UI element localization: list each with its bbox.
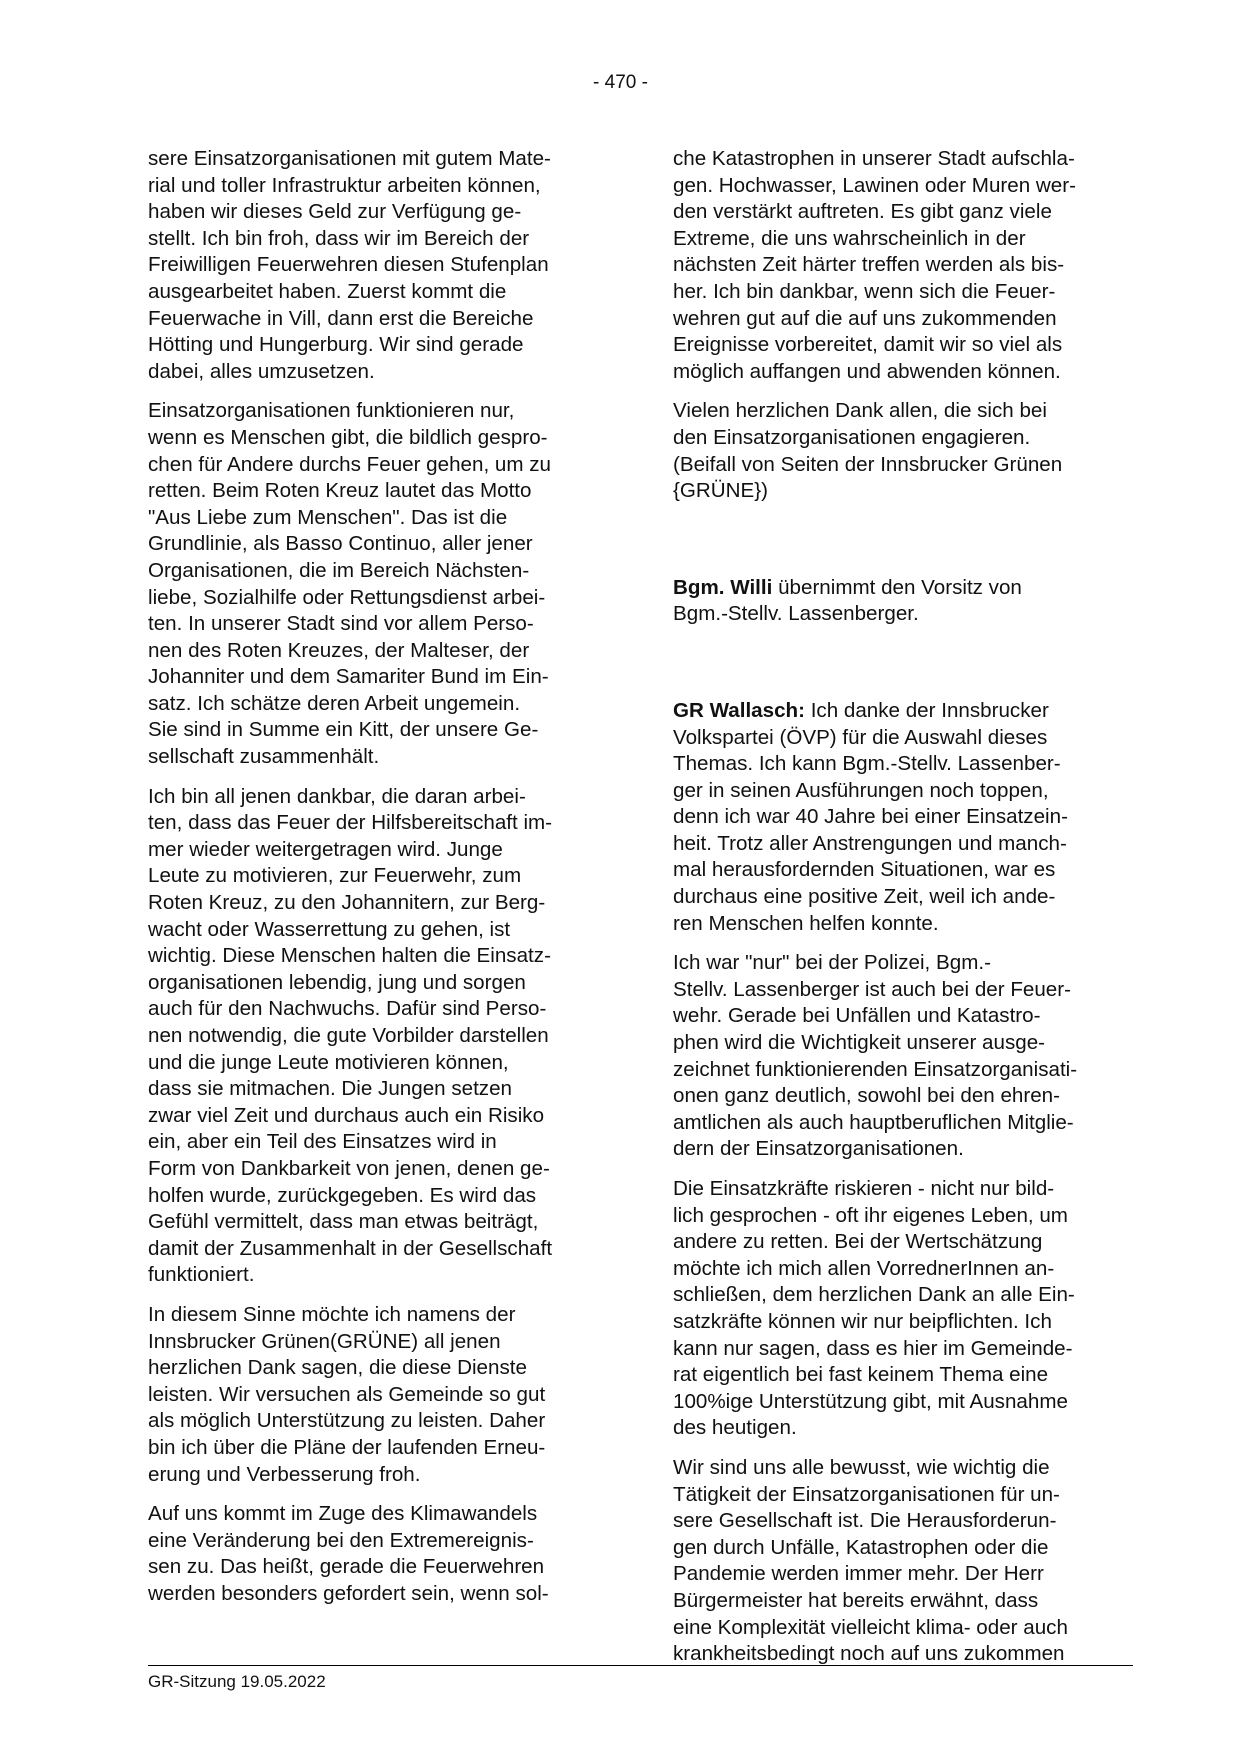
text-line: andere zu retten. Bei der Wertschätzung bbox=[673, 1230, 1043, 1254]
text-line: den verstärkt auftreten. Es gibt ganz viele bbox=[673, 200, 1052, 224]
text-line: Volkspartei (ÖVP) für die Auswahl dieses bbox=[673, 725, 1048, 749]
text-line: Bürgermeister hat bereits erwähnt, dass bbox=[673, 1588, 1039, 1612]
text-line: sellschaft zusammenhält. bbox=[148, 745, 380, 769]
text-line: "Aus Liebe zum Menschen". Das ist die bbox=[148, 505, 508, 529]
text-line: eine Veränderung bei den Extremereignis- bbox=[148, 1528, 534, 1552]
text-line: Wir sind uns alle bewusst, wie wichtig die bbox=[673, 1455, 1050, 1479]
text-line: gen durch Unfälle, Katastrophen oder die bbox=[673, 1535, 1049, 1559]
text-line: dabei, alles umzusetzen. bbox=[148, 359, 375, 383]
text-line: Die Einsatzkräfte riskieren - nicht nur bild- bbox=[673, 1177, 1055, 1200]
text-line: Ich bin all jenen dankbar, die daran arbei- bbox=[148, 784, 526, 808]
text-line: her. Ich bin dankbar, wenn sich die Feuer- bbox=[673, 279, 1056, 303]
text-line: Ereignisse vorbereitet, damit wir so viel als bbox=[673, 333, 1063, 357]
text-line: denn ich war 40 Jahre bei einer Einsatzein- bbox=[673, 805, 1068, 829]
text-line: möglich auffangen und abwenden können. bbox=[673, 359, 1061, 383]
text-line: sen zu. Das heißt, gerade die Feuerwehren bbox=[148, 1555, 545, 1579]
text-line: ten. In unserer Stadt sind vor allem Perso- bbox=[148, 612, 534, 636]
text-line: ger in seinen Ausführungen noch toppen, bbox=[673, 778, 1049, 802]
paragraph bbox=[148, 1302, 604, 1488]
text-line: liebe, Sozialhilfe oder Rettungsdienst arbei- bbox=[148, 585, 546, 609]
text-line: Sie sind in Summe ein Kitt, der unsere Ge- bbox=[148, 718, 539, 742]
text-line: Innsbrucker Grünen(GRÜNE) all jenen bbox=[148, 1329, 501, 1353]
text-line: des heutigen. bbox=[673, 1416, 797, 1440]
text-line: herzlichen Dank sagen, die diese Dienste bbox=[148, 1356, 527, 1380]
text-line: wehren gut auf die auf uns zukommenden bbox=[673, 306, 1057, 330]
text-line: eine Komplexität vielleicht klima- oder auch bbox=[673, 1615, 1068, 1639]
footer-divider bbox=[148, 1665, 1133, 1666]
text-line: stellt. Ich bin froh, dass wir im Bereich der bbox=[148, 226, 530, 250]
text-line: dass sie mitmachen. Die Jungen setzen bbox=[148, 1077, 513, 1101]
speaker-name: GR Wallasch: bbox=[673, 698, 805, 722]
speaker-name: Bgm. Willi bbox=[673, 575, 773, 599]
text-line: Bgm.-Stellv. Lassenberger. bbox=[673, 602, 919, 626]
text-line: satzkräfte können wir nur beipflichten. Ich bbox=[673, 1309, 1052, 1333]
paragraph bbox=[673, 146, 1133, 385]
text-line: Roten Kreuz, zu den Johannitern, zur Berg- bbox=[148, 891, 546, 915]
text-line: (Beifall von Seiten der Innsbrucker Grünen bbox=[673, 452, 1063, 476]
text-line: rat eigentlich bei fast keinem Thema eine bbox=[673, 1363, 1049, 1387]
text-line: Extreme, die uns wahrscheinlich in der bbox=[673, 226, 1026, 250]
text-line: nächsten Zeit härter treffen werden als bis- bbox=[673, 253, 1065, 277]
text-line: {GRÜNE}) bbox=[673, 479, 768, 503]
text-line: mer wieder weitergetragen wird. Junge bbox=[148, 837, 503, 861]
text-line: wacht oder Wasserrettung zu gehen, ist bbox=[148, 917, 511, 941]
paragraph bbox=[673, 1176, 1133, 1442]
text-run: übernimmt den Vorsitz von bbox=[772, 575, 1022, 599]
text-line: durchaus eine positive Zeit, weil ich ande- bbox=[673, 885, 1056, 909]
text-line: Feuerwache in Vill, dann erst die Bereiche bbox=[148, 306, 534, 330]
text-line: bin ich über die Pläne der laufenden Erneu- bbox=[148, 1435, 546, 1459]
text-line: ren Menschen helfen konnte. bbox=[673, 911, 939, 935]
text-line: wehr. Gerade bei Unfällen und Katastro- bbox=[673, 1004, 1041, 1028]
paragraph bbox=[673, 1455, 1133, 1668]
text-line: Form von Dankbarkeit von jenen, denen ge- bbox=[148, 1156, 550, 1180]
text-line: haben wir dieses Geld zur Verfügung ge- bbox=[148, 200, 522, 224]
text-line: Organisationen, die im Bereich Nächsten- bbox=[148, 558, 530, 582]
paragraph bbox=[148, 146, 604, 385]
text-line: ten, dass das Feuer der Hilfsbereitschaft im- bbox=[148, 811, 553, 835]
text-line: Grundlinie, als Basso Continuo, aller jener bbox=[148, 532, 533, 556]
text-line: möchte ich mich allen VorrednerInnen an- bbox=[673, 1256, 1055, 1280]
text-line: funktioniert. bbox=[148, 1263, 255, 1287]
text-line: Tätigkeit der Einsatzorganisationen für un- bbox=[673, 1482, 1060, 1506]
text-line: Einsatzorganisationen funktionieren nur, bbox=[148, 399, 515, 423]
text-line: erung und Verbesserung froh. bbox=[148, 1462, 421, 1486]
paragraph bbox=[148, 784, 604, 1289]
text-line: sere Gesellschaft ist. Die Herausforderun- bbox=[673, 1509, 1057, 1533]
text-line: ein, aber ein Teil des Einsatzes wird in bbox=[148, 1130, 497, 1154]
text-line: nen notwendig, die gute Vorbilder darstellen bbox=[148, 1024, 549, 1047]
paragraph bbox=[673, 950, 1133, 1163]
text-line: sere Einsatzorganisationen mit gutem Mate- bbox=[148, 147, 551, 170]
paragraph bbox=[673, 398, 1133, 504]
text-line: Leute zu motivieren, zur Feuerwehr, zum bbox=[148, 864, 522, 888]
footer-session-date: GR-Sitzung 19.05.2022 bbox=[148, 1672, 326, 1691]
text-line: ausgearbeitet haben. Zuerst kommt die bbox=[148, 279, 507, 303]
text-line: Gefühl vermittelt, dass man etwas beiträgt, bbox=[148, 1210, 539, 1234]
text-line: den Einsatzorganisationen engagieren. bbox=[673, 425, 1031, 449]
text-line: wichtig. Diese Menschen halten die Einsatz- bbox=[148, 944, 551, 968]
text-run: Ich danke der Innsbrucker bbox=[804, 698, 1049, 722]
text-line: onen ganz deutlich, sowohl bei den ehren- bbox=[673, 1084, 1060, 1108]
text-line: satz. Ich schätze deren Arbeit ungemein. bbox=[148, 691, 521, 715]
paragraph bbox=[148, 1501, 604, 1607]
text-line: damit der Zusammenhalt in der Gesellschaft bbox=[148, 1236, 553, 1260]
text-line: Hötting und Hungerburg. Wir sind gerade bbox=[148, 333, 524, 357]
text-line: chen für Andere durchs Feuer gehen, um zu bbox=[148, 452, 551, 476]
text-line: Freiwilligen Feuerwehren diesen Stufenplan bbox=[148, 253, 549, 277]
text-line: dern der Einsatzorganisationen. bbox=[673, 1137, 964, 1161]
text-line: amtlichen als auch hauptberuflichen Mitglie- bbox=[673, 1110, 1074, 1134]
text-line: Pandemie werden immer mehr. Der Herr bbox=[673, 1562, 1044, 1586]
text-line: che Katastrophen in unserer Stadt aufschla- bbox=[673, 147, 1075, 170]
text-line: kann nur sagen, dass es hier im Gemeinde- bbox=[673, 1336, 1073, 1360]
text-line: Auf uns kommt im Zuge des Klimawandels bbox=[148, 1502, 538, 1526]
left-column bbox=[148, 146, 604, 1620]
text-line: lich gesprochen - oft ihr eigenes Leben, um bbox=[673, 1203, 1068, 1227]
text-line: zwar viel Zeit und durchaus auch ein Risiko bbox=[148, 1103, 545, 1127]
text-line: Johanniter und dem Samariter Bund im Ein- bbox=[148, 665, 549, 689]
text-line: retten. Beim Roten Kreuz lautet das Motto bbox=[148, 479, 532, 503]
text-line: holfen wurde, zurückgegeben. Es wird das bbox=[148, 1183, 537, 1207]
paragraph bbox=[148, 398, 604, 770]
text-line: auch für den Nachwuchs. Dafür sind Perso- bbox=[148, 997, 547, 1021]
text-line: Ich war "nur" bei der Polizei, Bgm.- bbox=[673, 951, 991, 975]
text-line: wenn es Menschen gibt, die bildlich gespro- bbox=[148, 425, 548, 449]
text-line: zeichnet funktionierenden Einsatzorganisati- bbox=[673, 1057, 1078, 1081]
text-line: In diesem Sinne möchte ich namens der bbox=[148, 1302, 516, 1326]
text-line: werden besonders gefordert sein, wenn sol- bbox=[148, 1581, 549, 1605]
text-line: als möglich Unterstützung zu leisten. Daher bbox=[148, 1409, 546, 1433]
page-number: - 470 - bbox=[593, 72, 648, 93]
text-line: nen des Roten Kreuzes, der Malteser, der bbox=[148, 638, 530, 662]
text-line: 100%ige Unterstützung gibt, mit Ausnahme bbox=[673, 1389, 1068, 1413]
text-line: gen. Hochwasser, Lawinen oder Muren wer- bbox=[673, 173, 1076, 197]
text-line: Vielen herzlichen Dank allen, die sich bei bbox=[673, 399, 1047, 423]
speech-wallasch bbox=[673, 698, 1133, 937]
chair-change-note bbox=[673, 575, 1133, 628]
text-line: leisten. Wir versuchen als Gemeinde so gut bbox=[148, 1382, 546, 1406]
text-line: schließen, dem herzlichen Dank an alle Ein- bbox=[673, 1283, 1075, 1307]
text-line: Stellv. Lassenberger ist auch bei der Feuer- bbox=[673, 977, 1071, 1001]
text-line: rial und toller Infrastruktur arbeiten können, bbox=[148, 173, 541, 197]
text-line: mal herausfordernden Situationen, war es bbox=[673, 858, 1056, 882]
text-line: heit. Trotz aller Anstrengungen und manch- bbox=[673, 831, 1067, 855]
text-line: krankheitsbedingt noch auf uns zukommen bbox=[673, 1642, 1065, 1666]
right-column bbox=[673, 146, 1133, 1681]
text-line: Themas. Ich kann Bgm.-Stellv. Lassenber- bbox=[673, 752, 1061, 776]
text-line: organisationen lebendig, jung und sorgen bbox=[148, 970, 526, 994]
text-line: und die junge Leute motivieren können, bbox=[148, 1050, 509, 1074]
text-line: phen wird die Wichtigkeit unserer ausge- bbox=[673, 1031, 1046, 1055]
